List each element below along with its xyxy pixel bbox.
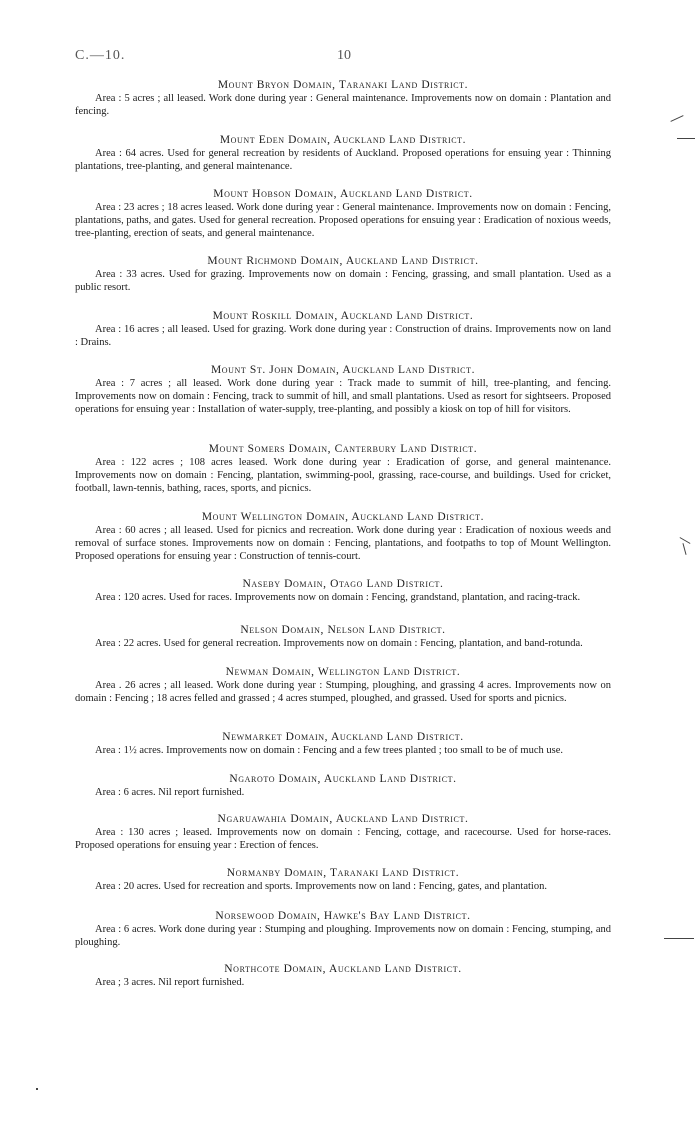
domain-heading: Mount Hobson Domain, Auckland Land District. bbox=[213, 188, 473, 200]
domain-heading: Newmarket Domain, Auckland Land District. bbox=[222, 731, 464, 743]
domain-description: Area : 6 acres. Nil report furnished. bbox=[95, 787, 245, 798]
domain-description: Area ; 3 acres. Nil report furnished. bbox=[95, 977, 245, 988]
domain-heading: Normanby Domain, Taranaki Land District. bbox=[226, 867, 460, 879]
domain-heading: Ngaruawahia Domain, Auckland Land District. bbox=[217, 813, 469, 825]
domain-heading: Nelson Domain, Nelson Land District. bbox=[240, 624, 446, 636]
domain-description: Area : 16 acres ; all leased. Used for grazing. Work done during year : Construction of drains. Improvements now on land : Drains. bbox=[75, 324, 611, 348]
domain-description: Area : 1½ acres. Improvements now on domain : Fencing and a few trees planted ; too small to be of much use. bbox=[95, 745, 563, 756]
domain-entry bbox=[75, 187, 611, 240]
margin-scan-mark bbox=[36, 1088, 38, 1090]
domain-heading: Mount Eden Domain, Auckland Land District. bbox=[219, 134, 467, 146]
domain-heading: Mount Somers Domain, Canterbury Land District. bbox=[208, 443, 478, 455]
domain-heading: Northcote Domain, Auckland Land District. bbox=[224, 963, 462, 975]
margin-scan-mark bbox=[680, 537, 691, 544]
domain-entry bbox=[75, 78, 611, 119]
domain-entry bbox=[75, 254, 611, 295]
domain-entry bbox=[75, 133, 611, 174]
domain-entry bbox=[75, 363, 611, 416]
margin-scan-mark bbox=[682, 543, 686, 555]
domain-entry bbox=[75, 309, 611, 350]
domain-description: Area : 60 acres ; all leased. Used for picnics and recreation. Work done during year : Eradication of noxious weeds and removal of surface stones. Improvements now on domain : Fencing, plantations, and footpaths to top of Mount Wellington. Proposed operations for ensuing year : Construction of tennis-court. bbox=[75, 525, 611, 562]
domain-heading: Newman Domain, Wellington Land District. bbox=[225, 666, 461, 678]
domain-description: Area : 64 acres. Used for general recreation by residents of Auckland. Proposed operations for ensuing year : Thinning plantations, tree-planting, and general maintenance. bbox=[75, 148, 611, 172]
domain-entry bbox=[75, 665, 611, 706]
domain-heading: Mount Bryon Domain, Taranaki Land District. bbox=[217, 79, 469, 91]
page-number: 10 bbox=[337, 48, 351, 63]
domain-entry bbox=[75, 812, 611, 853]
domain-description: Area : 5 acres ; all leased. Work done during year : General maintenance. Improvements now on domain : Plantation and fencing. bbox=[75, 93, 611, 117]
domain-description: Area : 7 acres ; all leased. Work done during year : Track made to summit of hill, tree-planting, and fencing. Improvements now on domain : Fencing, track to summit of hill, and small plantations. Used as resort for sightseers. Proposed operations for ensuing year : Installation of water-supply, tree-planting, and possibly a kiosk on top of hill for visitors. bbox=[75, 378, 611, 415]
domain-description: Area : 6 acres. Work done during year : Stumping and ploughing. Improvements now on domain : Fencing, stumping, and ploughing. bbox=[75, 924, 611, 948]
margin-scan-mark bbox=[664, 938, 694, 939]
domain-heading: Mount Wellington Domain, Auckland Land District. bbox=[201, 511, 485, 523]
domain-entry bbox=[75, 442, 611, 495]
domain-entry bbox=[75, 623, 611, 651]
running-header bbox=[75, 48, 610, 64]
domain-description: Area . 26 acres ; all leased. Work done during year : Stumping, ploughing, and grassing 4 acres. Improvements now on domain : Fencing ; 18 acres felled and grassed ; 4 acres stumped, ploughed, and grassed. Used for sports and picnics. bbox=[75, 680, 611, 704]
domain-heading: Ngaroto Domain, Auckland Land District. bbox=[229, 773, 457, 785]
domain-description: Area : 23 acres ; 18 acres leased. Work done during year : General maintenance. Improvements now on domain : Fencing, plantations, paths, and gates. Used for general recreation. Proposed operations for ensuing year : Eradication of noxious weeds, tree-planting, erection of seats, and general maintenance. bbox=[75, 202, 611, 239]
domain-entry bbox=[75, 909, 611, 950]
domain-description: Area : 33 acres. Used for grazing. Improvements now on domain : Fencing, grassing, and small plantation. Used as a public resort. bbox=[75, 269, 611, 293]
domain-entry bbox=[75, 577, 611, 605]
domain-entry bbox=[75, 510, 611, 563]
domain-heading: Mount St. John Domain, Auckland Land District. bbox=[210, 364, 476, 376]
domain-entry bbox=[75, 772, 611, 800]
domain-description: Area : 130 acres ; leased. Improvements now on domain : Fencing, cottage, and racecourse. Used for horse-races. Proposed operations for ensuing year : Erection of fences. bbox=[75, 827, 611, 851]
domain-heading: Mount Richmond Domain, Auckland Land District. bbox=[207, 255, 479, 267]
document-reference: C.—10. bbox=[75, 48, 126, 63]
domain-heading: Mount Roskill Domain, Auckland Land District. bbox=[212, 310, 474, 322]
domain-description: Area : 122 acres ; 108 acres leased. Work done during year : Eradication of gorse, and general maintenance. Improvements now on domain : Fencing, plantation, swimming-pool, grassing, race-course, and buildings. Used for cricket, football, lawn-tennis, bathing, races, sports, and picnics. bbox=[75, 457, 611, 494]
domain-entry bbox=[75, 866, 611, 894]
domain-description: Area : 120 acres. Used for races. Improvements now on domain : Fencing, grandstand, plantation, and racing-track. bbox=[95, 592, 581, 603]
margin-scan-mark bbox=[670, 115, 683, 122]
domain-entry bbox=[75, 962, 611, 990]
domain-description: Area : 20 acres. Used for recreation and sports. Improvements now on land : Fencing, gates, and plantation. bbox=[95, 881, 547, 892]
domain-description: Area : 22 acres. Used for general recreation. Improvements now on domain : Fencing, plantation, and band-rotunda. bbox=[95, 638, 583, 649]
margin-scan-mark bbox=[677, 138, 695, 139]
domain-heading: Norsewood Domain, Hawke's Bay Land District. bbox=[215, 910, 471, 922]
domain-heading: Naseby Domain, Otago Land District. bbox=[242, 578, 444, 590]
domain-entry bbox=[75, 730, 611, 758]
